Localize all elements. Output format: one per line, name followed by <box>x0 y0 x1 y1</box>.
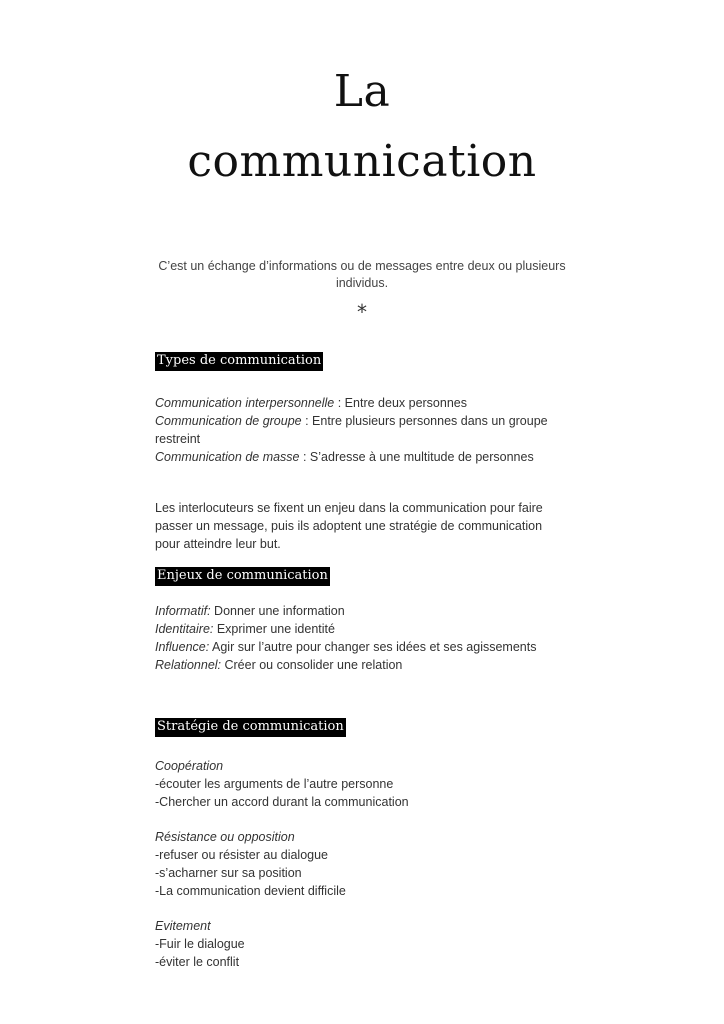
enjeux-item <box>155 620 565 638</box>
strategy-group-cooperation <box>155 757 565 811</box>
enjeux-desc: Donner une information <box>210 604 345 618</box>
page-title-line-1: La <box>333 66 391 117</box>
types-desc: : Entre deux personnes <box>334 396 467 410</box>
enjeux-term: Identitaire: <box>155 622 214 636</box>
types-item <box>155 412 565 448</box>
types-item <box>155 394 565 412</box>
enjeux-list <box>155 602 565 674</box>
intro-text: C’est un échange d’informations ou de messages entre deux ou plusieurs individus. <box>158 259 566 290</box>
strategy-group-name: Résistance ou opposition <box>155 830 295 844</box>
enjeux-desc: Agir sur l’autre pour changer ses idées et ses agissements <box>209 640 537 654</box>
types-term: Communication de masse <box>155 450 300 464</box>
types-term: Communication interpersonnelle <box>155 396 335 410</box>
section-heading-enjeux: Enjeux de communication <box>155 567 330 586</box>
strategy-group-name: Evitement <box>155 919 211 933</box>
types-term: Communication de groupe <box>155 414 302 428</box>
strategy-point: -La communication devient difficile <box>155 884 346 898</box>
separator-asterisk: * <box>357 300 367 324</box>
strategy-point: -Fuir le dialogue <box>155 937 245 951</box>
enjeux-desc: Exprimer une identité <box>213 622 335 636</box>
strategy-point: -refuser ou résister au dialogue <box>155 848 329 862</box>
types-desc: : Entre plusieurs personnes dans un groupe restreint <box>155 414 548 446</box>
types-list <box>155 394 565 466</box>
enjeux-desc: Créer ou consolider une relation <box>221 658 403 672</box>
page-title-line-2: communication <box>187 136 537 187</box>
strategy-point: -écouter les arguments de l’autre personne <box>155 777 394 791</box>
enjeux-term: Relationnel: <box>155 658 222 672</box>
strategy-group-name: Coopération <box>155 759 224 773</box>
section-heading-strategie: Stratégie de communication <box>155 718 346 737</box>
types-item <box>155 448 565 466</box>
body-paragraph: Les interlocuteurs se fixent un enjeu dans la communication pour faire passer un message, puis ils adoptent une stratégie de communication pour atteindre leur but. <box>155 501 543 551</box>
strategy-group-evitement <box>155 917 565 971</box>
section-heading-types: Types de communication <box>155 352 323 371</box>
enjeux-term: Influence: <box>155 640 210 654</box>
types-desc: : S’adresse à une multitude de personnes <box>299 450 534 464</box>
enjeux-item <box>155 638 565 656</box>
strategy-point: -Chercher un accord durant la communication <box>155 795 409 809</box>
enjeux-item <box>155 656 565 674</box>
strategy-point: -s’acharner sur sa position <box>155 866 302 880</box>
enjeux-term: Informatif: <box>155 604 211 618</box>
strategy-point: -éviter le conflit <box>155 955 240 969</box>
strategy-group-resistance <box>155 828 565 900</box>
enjeux-item <box>155 602 565 620</box>
